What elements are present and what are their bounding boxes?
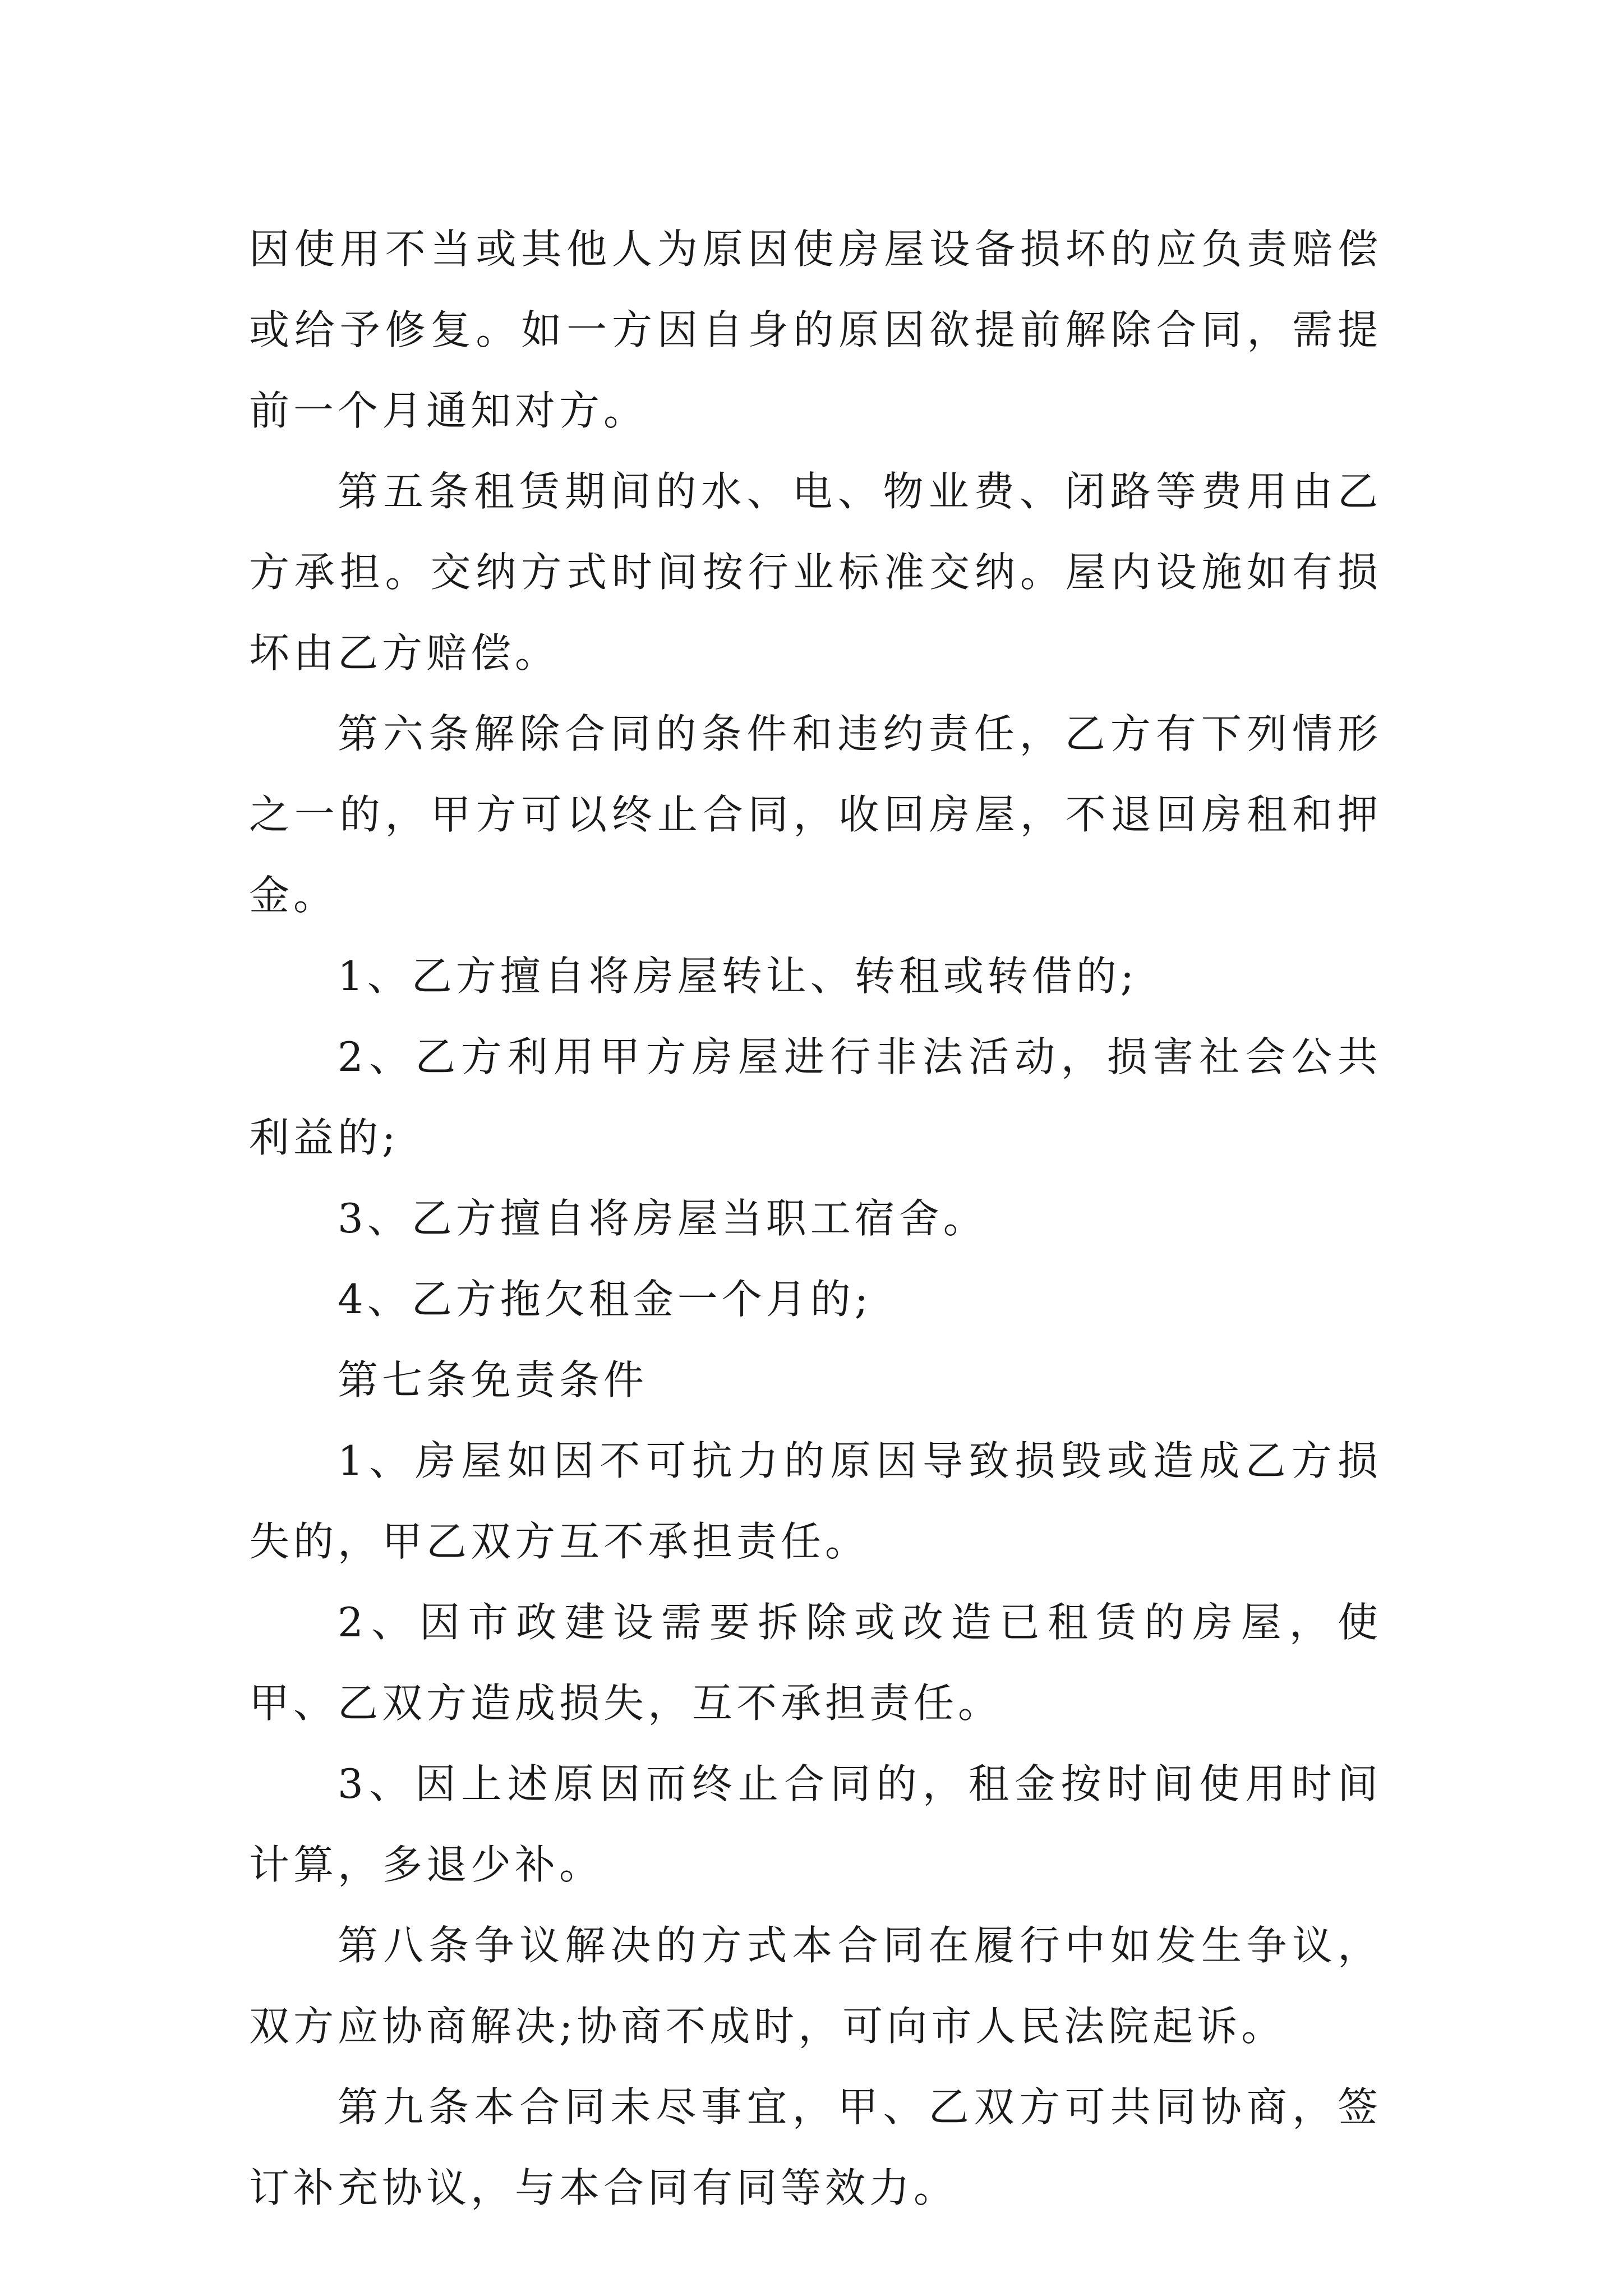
paragraph-clause-9: 第九条本合同未尽事宜，甲、乙双方可共同协商，签订补充协议，与本合同有同等效力。 <box>249 2083 1382 2211</box>
paragraph-clause-7-heading: 第七条免责条件 <box>338 1356 648 1404</box>
paragraph-clause-6: 第六条解除合同的条件和违约责任，乙方有下列情形之一的，甲方可以终止合同，收回房屋，不退回房租和押金。 <box>249 710 1382 919</box>
paragraph-clause-7-item-3: 3、因上述原因而终止合同的，租金按时间使用时间计算，多退少补。 <box>249 1760 1382 1888</box>
paragraph-clause-5: 第五条租赁期间的水、电、物业费、闭路等费用由乙方承担。交纳方式时间按行业标准交纳。屋内设施如有损坏由乙方赔偿。 <box>249 468 1382 677</box>
paragraph-clause-6-item-3: 3、乙方擅自将房屋当职工宿舍。 <box>338 1195 988 1242</box>
paragraph-clause-7-item-1: 1、房屋如因不可抗力的原因导致损毁或造成乙方损失的，甲乙双方互不承担责任。 <box>249 1437 1382 1565</box>
paragraph-clause-7-item-2: 2、因市政建设需要拆除或改造已租赁的房屋，使甲、乙双方造成损失，互不承担责任。 <box>249 1599 1382 1727</box>
paragraph-clause-6-item-2: 2、乙方利用甲方房屋进行非法活动，损害社会公共利益的; <box>249 1033 1382 1161</box>
paragraph-clause-8: 第八条争议解决的方式本合同在履行中如发生争议，双方应协商解决;协商不成时，可向市人民法院起诉。 <box>249 1922 1382 2050</box>
document-body <box>249 209 1382 2228</box>
paragraph-clause-6-item-4: 4、乙方拖欠租金一个月的; <box>338 1276 873 1323</box>
paragraph-clause-4-continuation: 因使用不当或其他人为原因使房屋设备损坏的应负责赔偿或给予修复。如一方因自身的原因欲提前解除合同，需提前一个月通知对方。 <box>249 226 1382 434</box>
paragraph-clause-6-item-1: 1、乙方擅自将房屋转让、转租或转借的; <box>338 953 1138 1000</box>
